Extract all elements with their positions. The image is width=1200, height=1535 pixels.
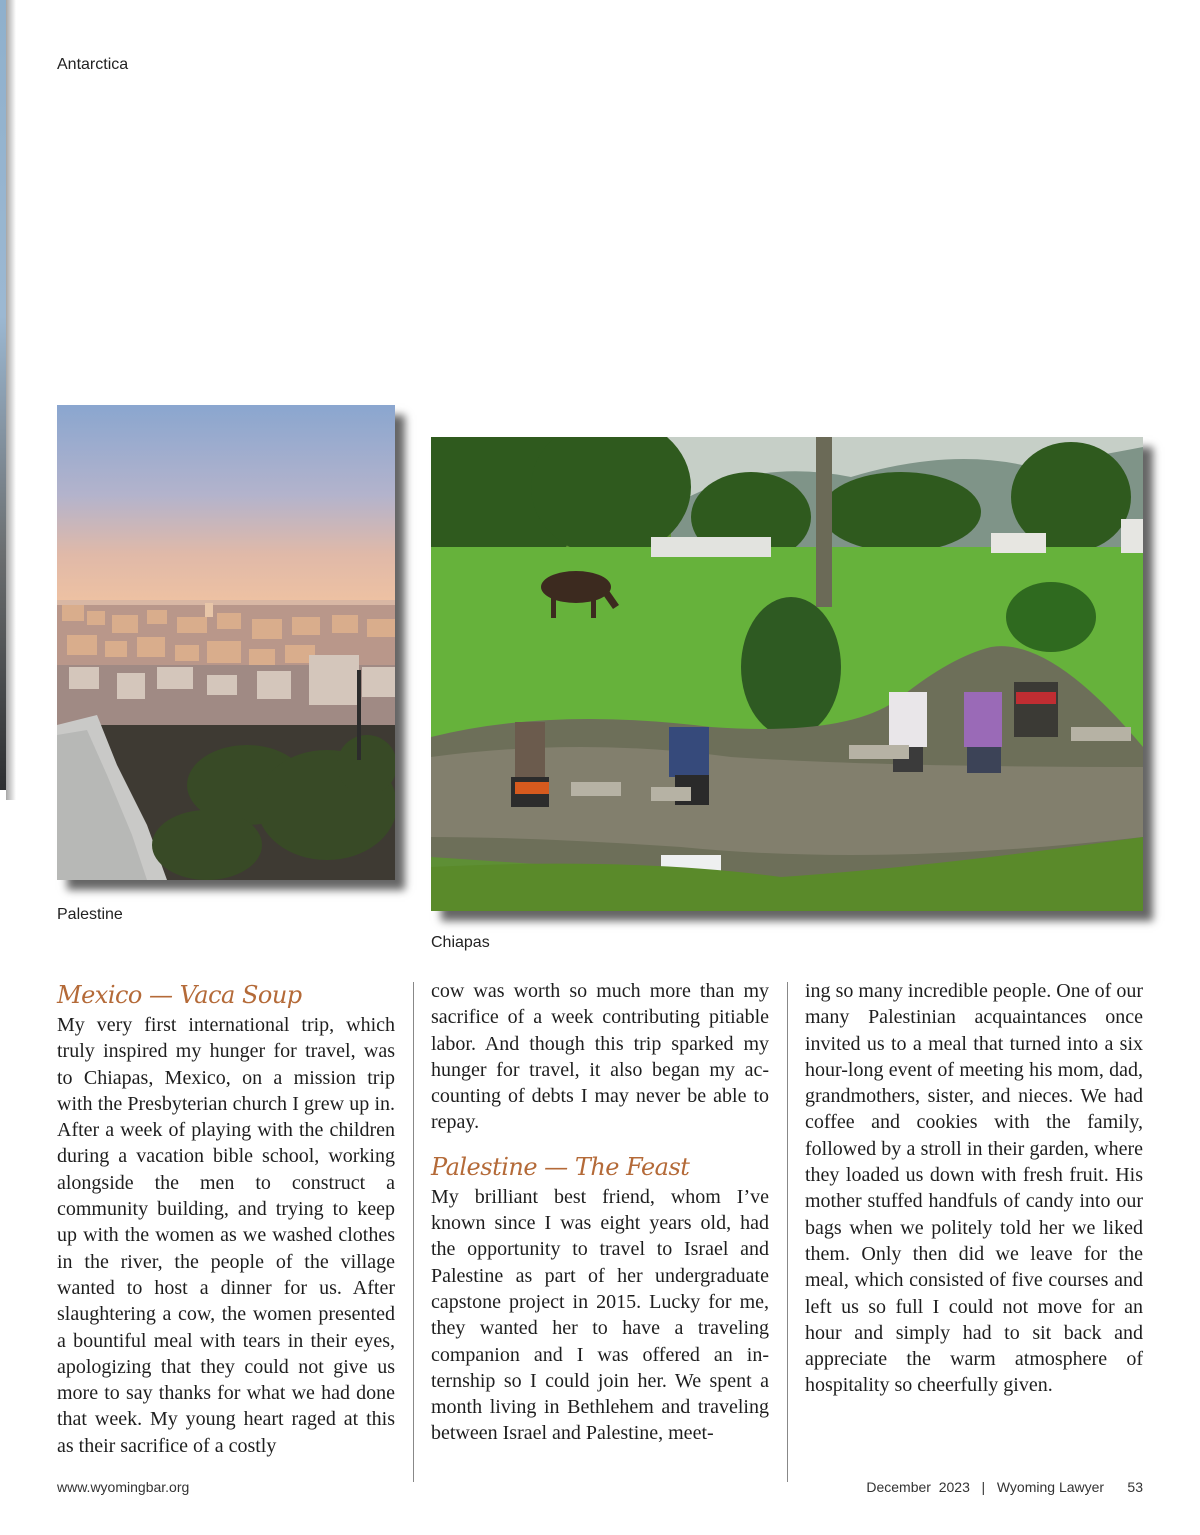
body-paragraph-mexico: My very first international trip, which truly inspired my hunger for travel, was to Chiapas, Mexico, on a mission trip with the Presbyterian church I grew up in. After a week of playing with the children during a vacation bible school, working alongside the men to construct a community building, and trying to keep up with the women as we washed clothes in the river, the people of the village wanted to host a dinner for us. After slaughtering a cow, the women presented a bountiful meal with tears in their eyes, apologizing that they could not give us more to say thanks for what we had done that week. My young heart raged at this as their sacrifice of a costly (57, 1014, 395, 1457)
body-paragraph-mexico-cont: cow was worth so much more than my sacrifice of a week contributing pitiable labor. And though this trip sparked my hunger for travel, it also began my accounting of debts I may never be able to repay. (431, 980, 769, 1134)
body-paragraph-palestine-cont: ing so many incredible people. One of our many Palestinian acquaintances once invited us to a meal that turned into a six hour-long event of meeting his mom, dad, grandmothers, sister, and nieces. We had coffee and cookies with the family, followed by a stroll in their garden, where they loaded us down with fresh fruit. His mother stuffed handfuls of candy into our bags when we politely told her we liked them. Only then did we leave for the meal, which consisted of five courses and left us so full I could not move for an hour and simply had to sit back and appreciate the warm atmosphere of hospitality so cheerfully given. (805, 980, 1143, 1397)
text-column-3 (805, 978, 1143, 1399)
photo-chiapas (431, 437, 1143, 911)
footer-website: www.wyomingbar.org (57, 1479, 190, 1495)
column-divider-2 (787, 982, 788, 1482)
caption-palestine: Palestine (57, 906, 123, 923)
caption-antarctica: Antarctica (57, 56, 129, 73)
text-column-2 (431, 978, 769, 1447)
section-heading-palestine: Palestine — The Feast (431, 1152, 690, 1181)
section-heading-mexico: Mexico — Vaca Soup (57, 981, 302, 1009)
text-column-1 (57, 978, 395, 1459)
edge-photo-shadow (6, 0, 16, 800)
column-divider-1 (413, 982, 414, 1482)
caption-chiapas: Chiapas (431, 934, 490, 951)
footer-issue: December 2023 | Wyoming Lawyer 53 (866, 1479, 1143, 1495)
photo-palestine (57, 405, 395, 880)
body-paragraph-palestine: My brilliant best friend, whom I’ve known since I was eight years old, had the opportunity to travel to Israel and Palestine as part of her undergraduate capstone project in 2015. Lucky for me, they wanted her to have a traveling companion and I was offered an internship so I could join her. We spent a month living in Bethlehem and traveling between Israel and Palestine, meet- (431, 1185, 769, 1445)
